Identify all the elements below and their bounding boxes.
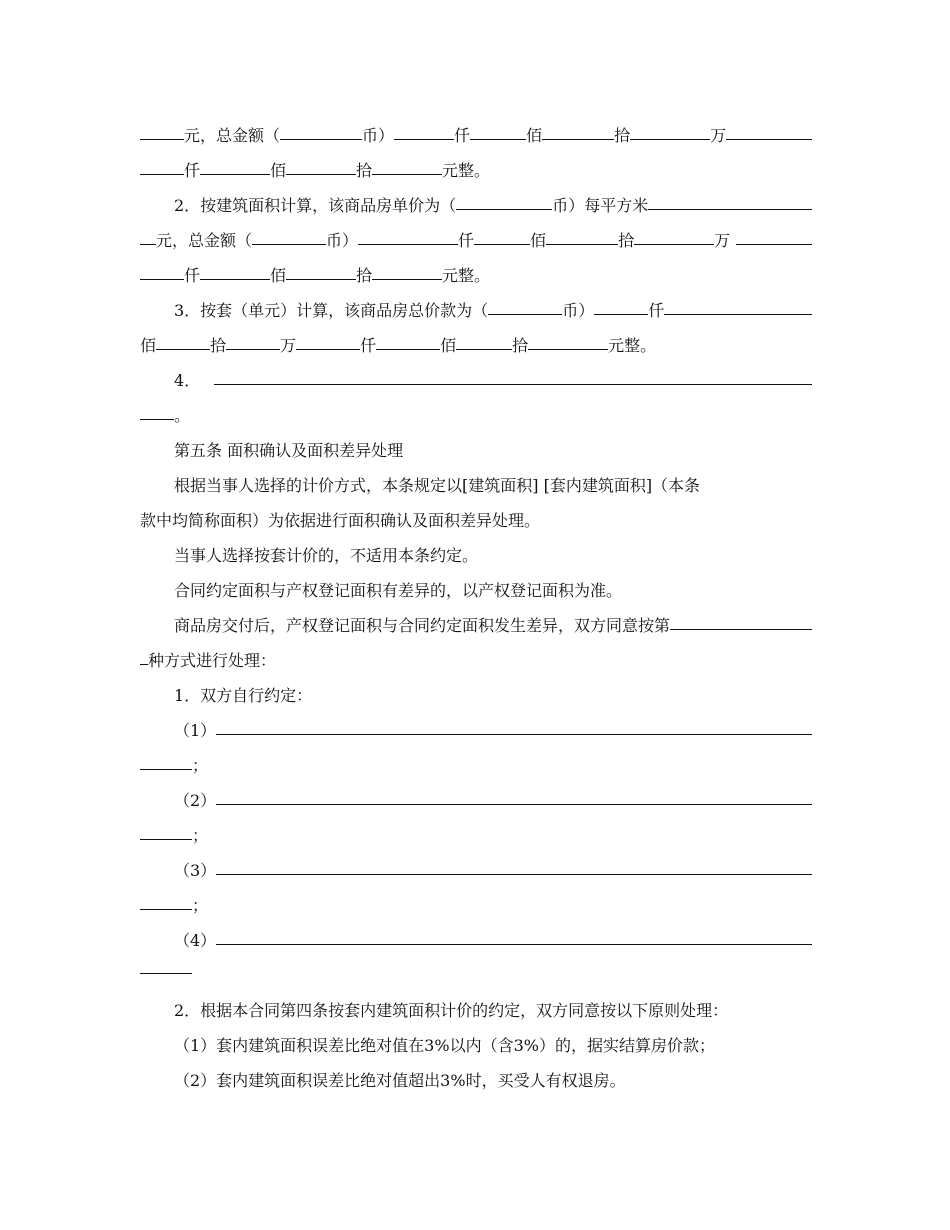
option-2-rule-2	[140, 1063, 812, 1098]
option-1-heading	[140, 678, 812, 713]
blank-field[interactable]	[140, 228, 156, 245]
text: 佰	[270, 161, 287, 180]
text: 拾	[512, 336, 529, 355]
price-line-2	[140, 153, 812, 188]
blank-field[interactable]	[286, 263, 356, 280]
article-5-title	[140, 433, 812, 468]
text: 2．根据本合同第四条按套内建筑面积计价的约定，双方同意按以下原则处理：	[174, 1001, 729, 1020]
text: （2）	[174, 791, 217, 810]
price-item-2-line-3	[140, 258, 812, 293]
text: 元整。	[442, 161, 491, 180]
blank-field[interactable]	[286, 158, 356, 175]
blank-field[interactable]	[528, 333, 608, 350]
blank-field[interactable]	[200, 263, 270, 280]
price-item-2	[140, 188, 812, 223]
text: ；	[192, 826, 209, 845]
contract-body	[140, 118, 812, 1098]
blank-field[interactable]	[140, 823, 192, 840]
text: 拾	[614, 126, 631, 145]
blank-field[interactable]	[372, 263, 442, 280]
blank-field[interactable]	[670, 613, 812, 630]
article-heading: 第五条 面积确认及面积差异处理	[174, 441, 404, 460]
blank-field[interactable]	[296, 333, 360, 350]
text: （3）	[174, 861, 217, 880]
text: 拾	[210, 336, 227, 355]
text: 仟	[648, 301, 665, 320]
article-5-para-3	[140, 573, 812, 608]
text: 仟	[360, 336, 377, 355]
blank-field[interactable]	[140, 123, 184, 140]
text: 元，总金额（	[156, 231, 253, 250]
text: ；	[192, 896, 209, 915]
blank-field[interactable]	[546, 228, 618, 245]
text: 佰	[270, 266, 287, 285]
option-1-sub-2-cont	[140, 818, 812, 853]
text: 元整。	[442, 266, 491, 285]
blank-field[interactable]	[474, 228, 530, 245]
article-5-para-1	[140, 468, 812, 503]
text: （1）	[174, 721, 217, 740]
option-2-heading	[140, 993, 812, 1028]
text: 2．按建筑面积计算，该商品房单价为（	[174, 196, 457, 215]
blank-field[interactable]	[226, 333, 280, 350]
option-2-rule-1	[140, 1028, 812, 1063]
text: 商品房交付后，产权登记面积与合同约定面积发生差异，双方同意按第	[174, 616, 671, 635]
text: 佰	[526, 126, 543, 145]
blank-field[interactable]	[140, 648, 148, 665]
option-1-sub-3	[140, 853, 812, 888]
blank-field[interactable]	[140, 957, 192, 974]
blank-field[interactable]	[216, 858, 812, 875]
text: 币）	[362, 126, 395, 145]
blank-field[interactable]	[736, 228, 812, 245]
text: （2）套内建筑面积误差比绝对值超出3%时，买受人有权退房。	[174, 1071, 626, 1090]
blank-field[interactable]	[200, 158, 270, 175]
text: 款中均简称面积）为依据进行面积确认及面积差异处理。	[140, 511, 541, 530]
text: ；	[192, 756, 209, 775]
text: 拾	[618, 231, 635, 250]
price-item-2-line-2	[140, 223, 812, 258]
text: 仟	[184, 161, 201, 180]
blank-field[interactable]	[216, 718, 812, 735]
text: 佰	[440, 336, 457, 355]
article-5-para-1-cont	[140, 503, 812, 538]
price-item-4	[140, 363, 812, 398]
text: 仟	[454, 126, 471, 145]
text: 拾	[356, 161, 373, 180]
article-5-para-4	[140, 608, 812, 643]
text: 元整。	[608, 336, 657, 355]
text: 3．按套（单元）计算，该商品房总价款为（	[174, 301, 489, 320]
blank-field[interactable]	[156, 333, 210, 350]
blank-field[interactable]	[634, 228, 714, 245]
blank-field[interactable]	[214, 368, 812, 385]
blank-field[interactable]	[376, 333, 440, 350]
text: 种方式进行处理：	[148, 651, 277, 670]
blank-field[interactable]	[456, 193, 552, 210]
text: 元，总金额（	[184, 126, 281, 145]
text: 拾	[356, 266, 373, 285]
blank-field[interactable]	[648, 193, 812, 210]
text: 1．双方自行约定：	[174, 686, 313, 705]
blank-field[interactable]	[594, 298, 648, 315]
text: （4）	[174, 931, 217, 950]
blank-field[interactable]	[488, 298, 562, 315]
blank-field[interactable]	[280, 123, 362, 140]
blank-field[interactable]	[726, 123, 812, 140]
text: 佰	[530, 231, 547, 250]
blank-field[interactable]	[252, 228, 326, 245]
price-item-4-line-2	[140, 398, 812, 433]
text: 币）每平方米	[552, 196, 649, 215]
text: 万	[710, 126, 727, 145]
text: 仟	[184, 266, 201, 285]
option-1-sub-3-cont	[140, 888, 812, 923]
text: 币）	[562, 301, 595, 320]
text: 万	[280, 336, 297, 355]
blank-field[interactable]	[140, 403, 174, 420]
option-1-sub-2	[140, 783, 812, 818]
blank-field[interactable]	[216, 788, 812, 805]
blank-field[interactable]	[140, 158, 184, 175]
blank-field[interactable]	[456, 333, 512, 350]
text: 币）	[326, 231, 359, 250]
blank-field[interactable]	[664, 298, 812, 315]
text: 佰	[140, 336, 157, 355]
text: 仟	[458, 231, 475, 250]
price-line-1	[140, 118, 812, 153]
blank-field[interactable]	[394, 123, 454, 140]
blank-field[interactable]	[216, 928, 812, 945]
option-1-sub-4	[140, 923, 812, 958]
blank-field[interactable]	[372, 158, 442, 175]
blank-field[interactable]	[140, 893, 192, 910]
blank-field[interactable]	[140, 263, 184, 280]
blank-field[interactable]	[630, 123, 710, 140]
blank-field[interactable]	[140, 753, 192, 770]
text: 4．	[174, 371, 201, 390]
price-item-3-line-2	[140, 328, 812, 363]
blank-field[interactable]	[358, 228, 458, 245]
text: （1）套内建筑面积误差比绝对值在3%以内（含3%）的，据实结算房价款；	[174, 1036, 715, 1055]
text: 根据当事人选择的计价方式，本条规定以[建筑面积] [套内建筑面积]（本条	[174, 476, 701, 495]
text: 。	[174, 406, 191, 425]
blank-field[interactable]	[542, 123, 614, 140]
price-item-3	[140, 293, 812, 328]
blank-field[interactable]	[470, 123, 526, 140]
article-5-para-4-cont	[140, 643, 812, 678]
text: 万	[714, 231, 731, 250]
option-1-sub-1	[140, 713, 812, 748]
text: 合同约定面积与产权登记面积有差异的，以产权登记面积为准。	[174, 581, 623, 600]
text: 当事人选择按套计价的，不适用本条约定。	[174, 546, 479, 565]
article-5-para-2	[140, 538, 812, 573]
option-1-sub-1-cont	[140, 748, 812, 783]
option-1-sub-4-cont	[140, 958, 812, 993]
